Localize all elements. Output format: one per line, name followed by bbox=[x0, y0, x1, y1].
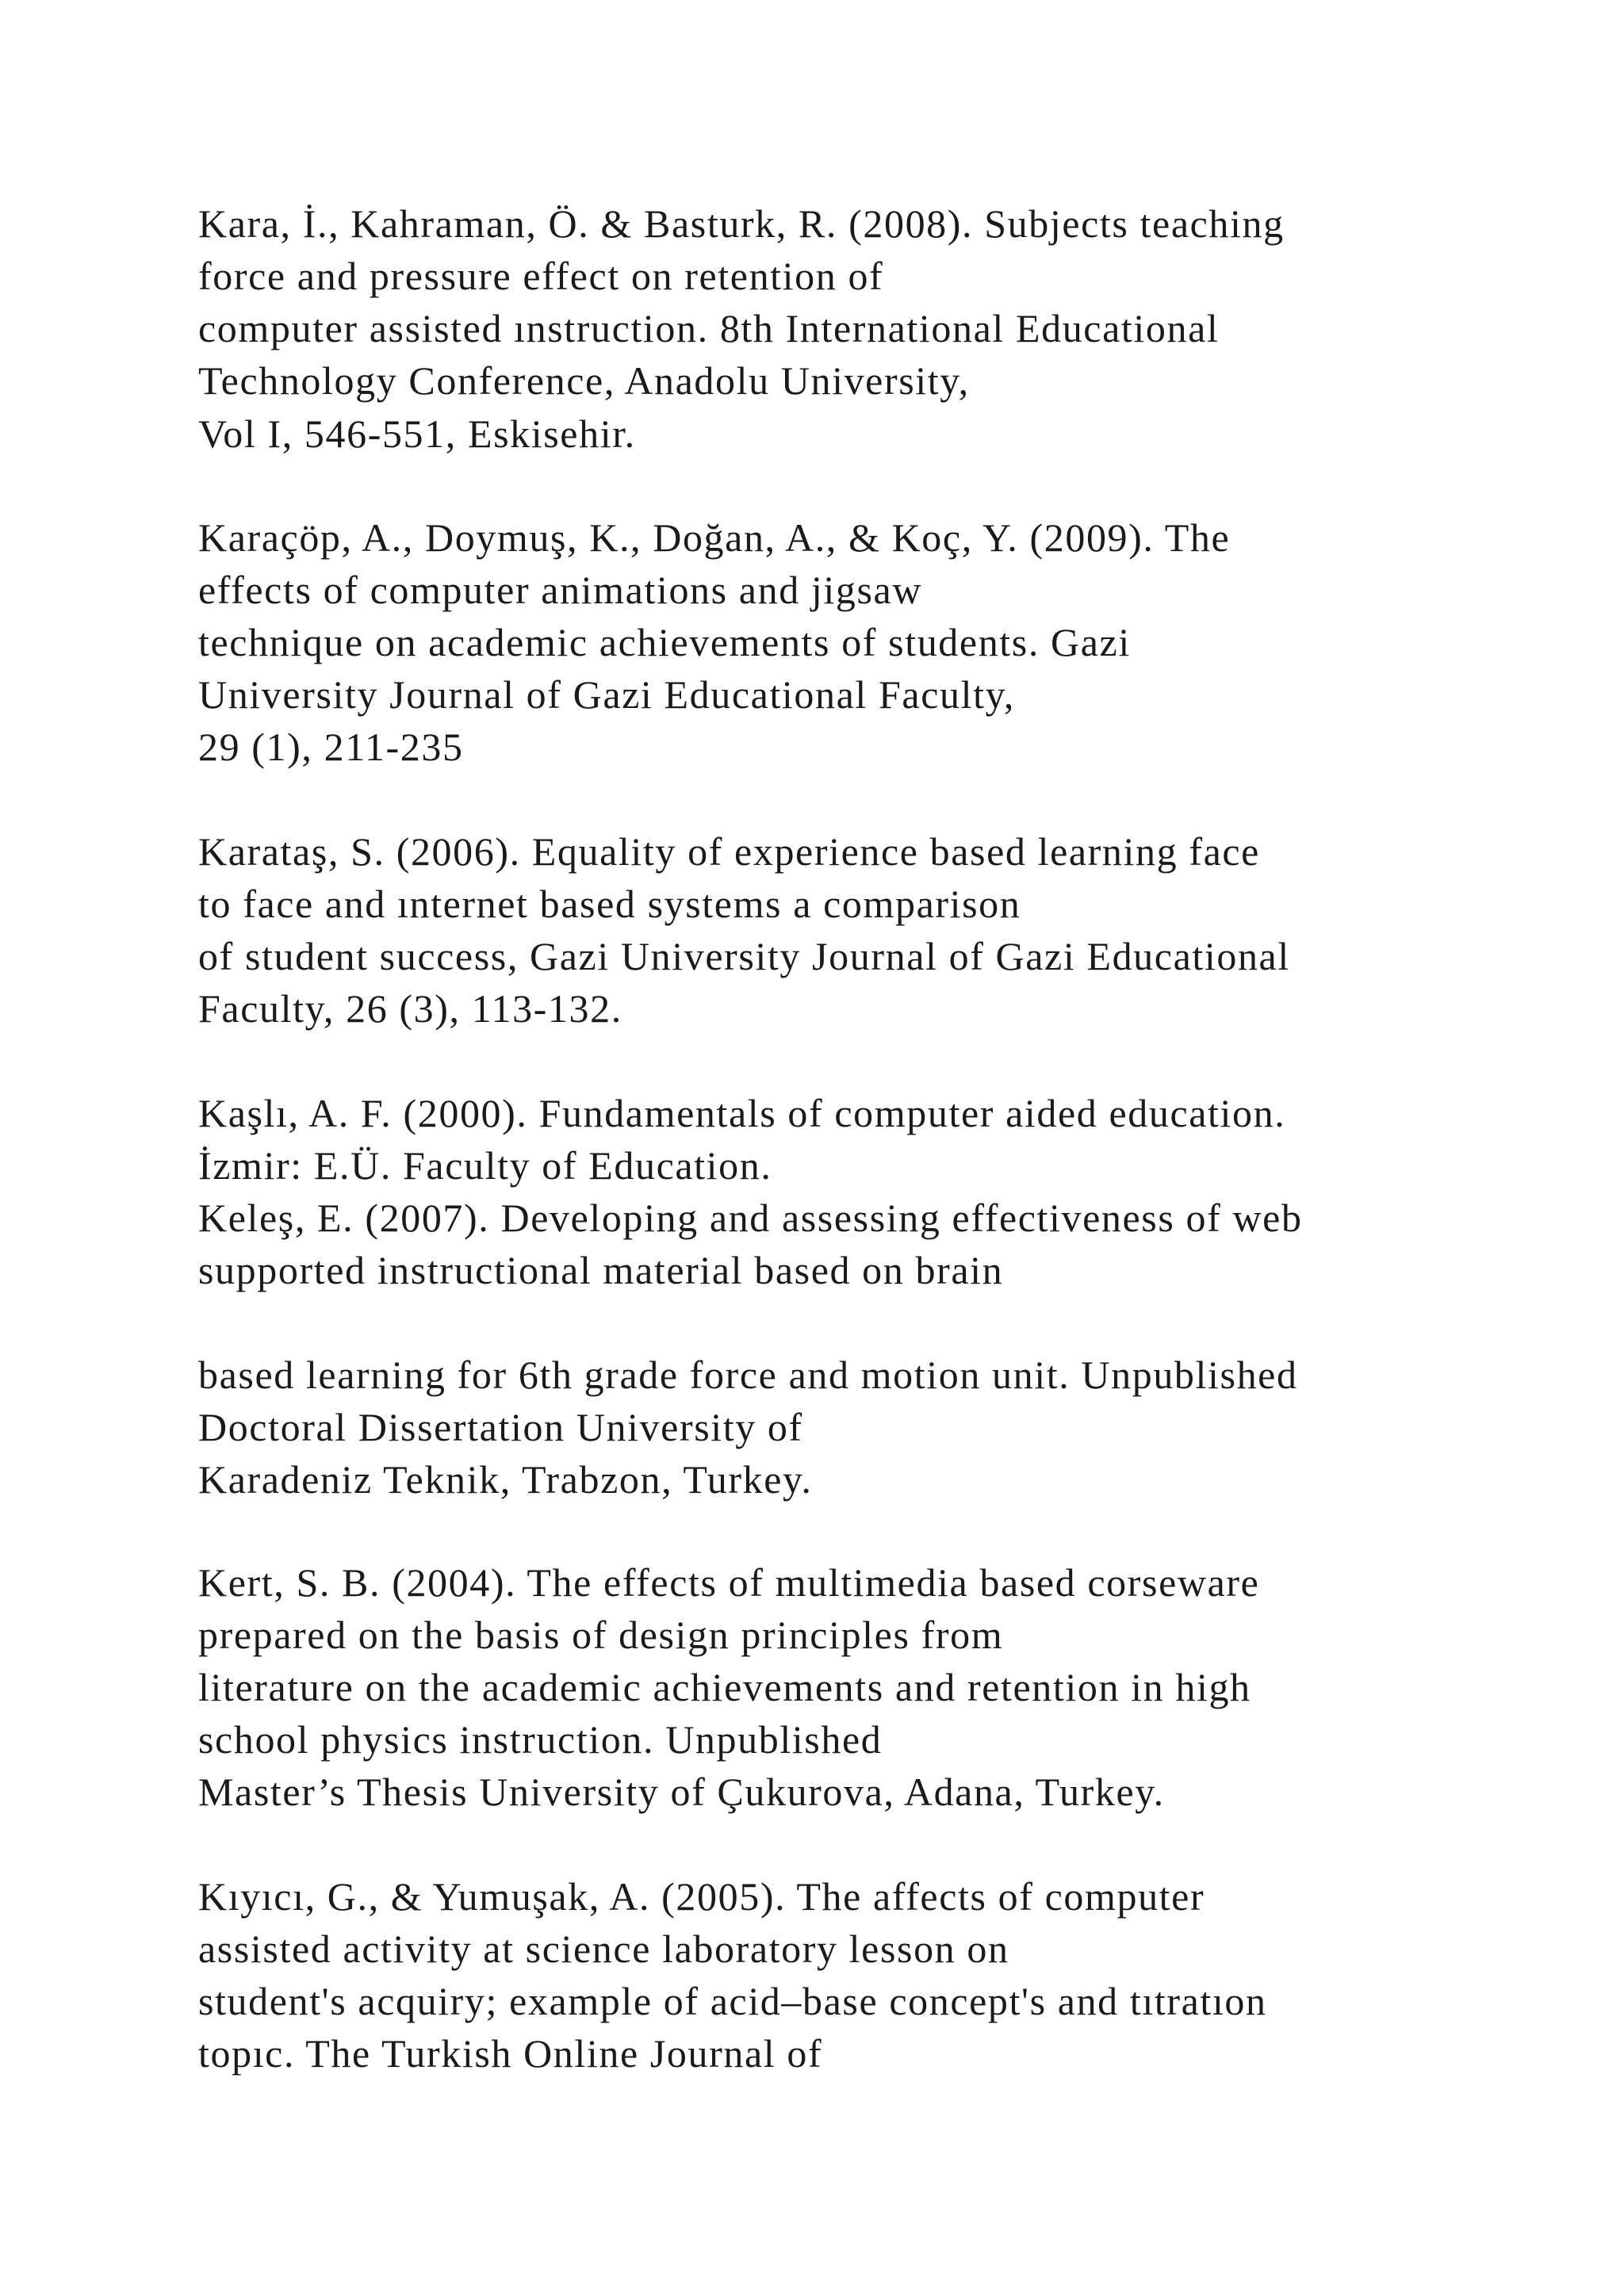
text-line: assisted activity at science laboratory lesson on bbox=[198, 1927, 1009, 1971]
text-line: Faculty, 26 (3), 113-132. bbox=[198, 986, 622, 1031]
text-line: Karataş, S. (2006). Equality of experience based learning face bbox=[198, 829, 1260, 874]
text-line: to face and ınternet based systems a comparison bbox=[198, 882, 1021, 926]
text-line: Technology Conference, Anadolu University, bbox=[198, 358, 970, 403]
text-line: Vol I, 546-551, Eskisehir. bbox=[198, 411, 636, 456]
text-line: computer assisted ınstruction. 8th International Educational bbox=[198, 306, 1220, 350]
text-line: supported instructional material based on brain bbox=[198, 1248, 1004, 1292]
text-line: student's acquiry; example of acid–base concept's and tıtratıon bbox=[198, 1979, 1267, 2023]
text-line: topıc. The Turkish Online Journal of bbox=[198, 2031, 823, 2076]
text-line: technique on academic achievements of students. Gazi bbox=[198, 620, 1131, 664]
text-line: Keleş, E. (2007). Developing and assessing effectiveness of web bbox=[198, 1196, 1303, 1240]
text-line: Kaşlı, A. F. (2000). Fundamentals of computer aided education. bbox=[198, 1091, 1286, 1135]
text-line: of student success, Gazi University Journal of Gazi Educational bbox=[198, 934, 1290, 978]
text-line: force and pressure effect on retention of bbox=[198, 254, 884, 298]
text-line: literature on the academic achievements and retention in high bbox=[198, 1665, 1251, 1709]
text-line: based learning for 6th grade force and motion unit. Unpublished bbox=[198, 1353, 1298, 1397]
text-line: İzmir: E.Ü. Faculty of Education. bbox=[198, 1143, 772, 1188]
text-line: Doctoral Dissertation University of bbox=[198, 1405, 803, 1449]
text-line: University Journal of Gazi Educational Faculty, bbox=[198, 672, 1016, 717]
text-line: Kıyıcı, G., & Yumuşak, A. (2005). The affects of computer bbox=[198, 1874, 1205, 1919]
text-line: school physics instruction. Unpublished bbox=[198, 1717, 883, 1762]
text-line: 29 (1), 211-235 bbox=[198, 725, 464, 769]
text-line: prepared on the basis of design principles from bbox=[198, 1613, 1004, 1657]
text-line: effects of computer animations and jigsaw bbox=[198, 568, 923, 612]
text-line: Kara, İ., Kahraman, Ö. & Basturk, R. (2008). Subjects teaching bbox=[198, 201, 1285, 246]
text-line: Kert, S. B. (2004). The effects of multimedia based corseware bbox=[198, 1560, 1260, 1605]
text-line: Karadeniz Teknik, Trabzon, Turkey. bbox=[198, 1457, 813, 1502]
text-line: Master’s Thesis University of Çukurova, Adana, Turkey. bbox=[198, 1770, 1165, 1814]
text-line: Karaçöp, A., Doymuş, K., Doğan, A., & Koç, Y. (2009). The bbox=[198, 515, 1231, 560]
